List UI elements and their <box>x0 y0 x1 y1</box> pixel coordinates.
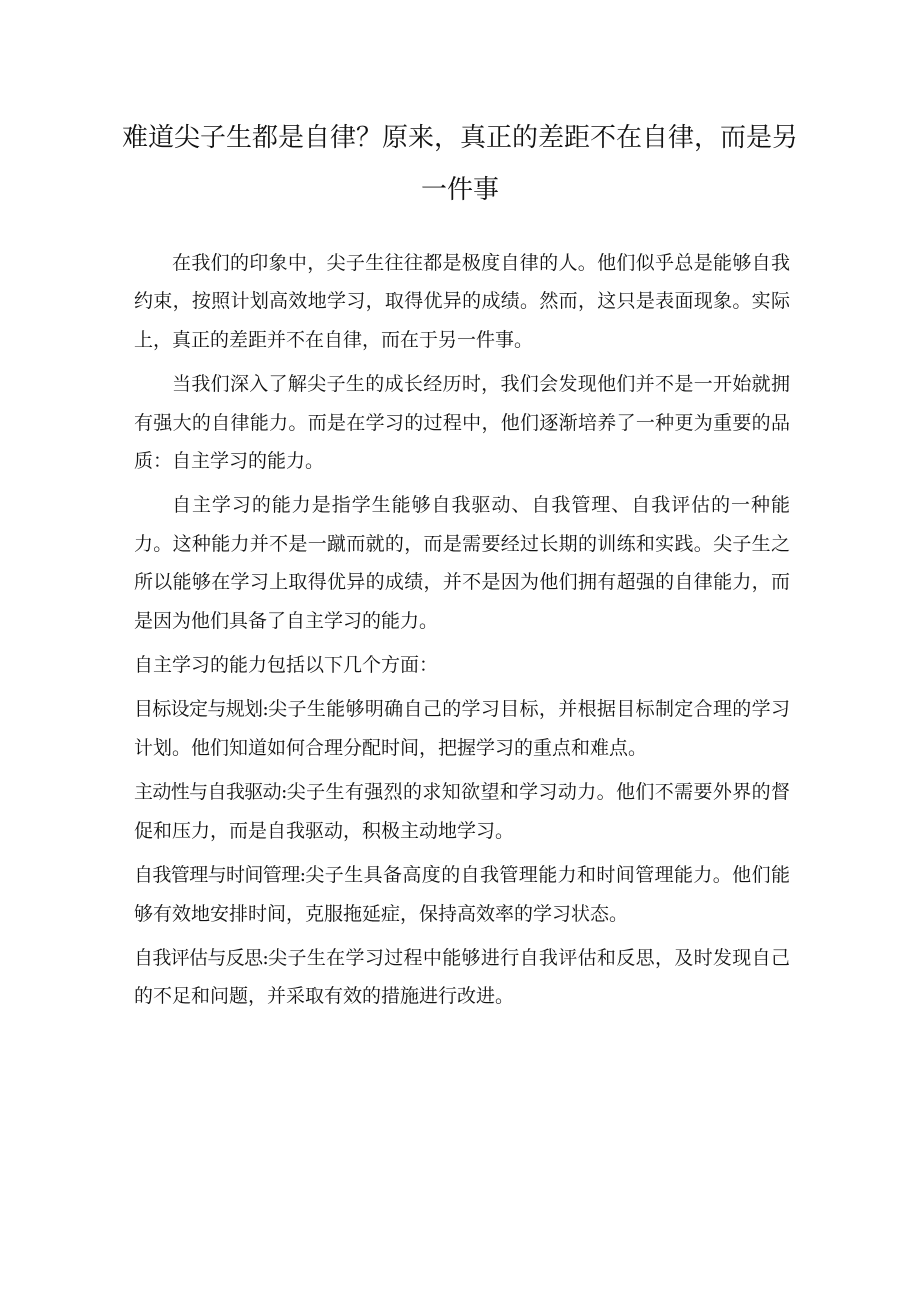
list-item-text: 尖子生在学习过程中能够进行自我评估和反思，及时发现自己的不足和问题，并采取有效的措施进行改进。 <box>134 946 790 1008</box>
list-item-text: 尖子生能够明确自己的学习目标，并根据目标制定合理的学习计划。他们知道如何合理分配时间，把握学习的重点和难点。 <box>134 698 790 759</box>
document-body <box>134 244 790 1016</box>
list-intro: 自主学习的能力包括以下几个方面： <box>134 654 439 677</box>
paragraph-3: 自主学习的能力是指学生能够自我驱动、自我管理、自我评估的一种能力。这种能力并不是一蹴而就的，而是需要经过长期的训练和实践。尖子生之所以能够在学习上取得优异的成绩，并不是因为他们拥有超强的自律能力，而是因为他们具备了自主学习的能力。 <box>134 494 790 632</box>
list-item-self-evaluation <box>134 939 790 1016</box>
document-title: 难道尖子生都是自律？原来，真正的差距不在自律，而是另一件事 <box>121 123 798 205</box>
list-item-initiative <box>134 773 790 850</box>
list-item-text: 尖子生具备高度的自我管理能力和时间管理能力。他们能够有效地安排时间，克服拖延症，保持高效率的学习状态。 <box>134 864 790 925</box>
paragraph-1: 在我们的印象中，尖子生往往都是极度自律的人。他们似乎总是能够自我约束，按照计划高效地学习，取得优异的成绩。然而，这只是表面现象。实际上，真正的差距并不在自律，而在于另一件事。 <box>134 252 790 351</box>
list-item-time-management <box>134 856 790 933</box>
list-item-goal-setting <box>134 690 790 767</box>
list-item-text: 尖子生有强烈的求知欲望和学习动力。他们不需要外界的督促和压力，而是自我驱动，积极主动地学习。 <box>134 781 790 842</box>
paragraph-2: 当我们深入了解尖子生的成长经历时，我们会发现他们并不是一开始就拥有强大的自律能力。而是在学习的过程中，他们逐渐培养了一种更为重要的品质：自主学习的能力。 <box>134 373 790 473</box>
list-item-label: 自我管理与时间管理: <box>134 864 305 887</box>
list-item-label: 自我评估与反思: <box>134 946 268 969</box>
list-item-label: 主动性与自我驱动: <box>134 781 287 804</box>
list-item-label: 目标设定与规划: <box>134 698 268 721</box>
